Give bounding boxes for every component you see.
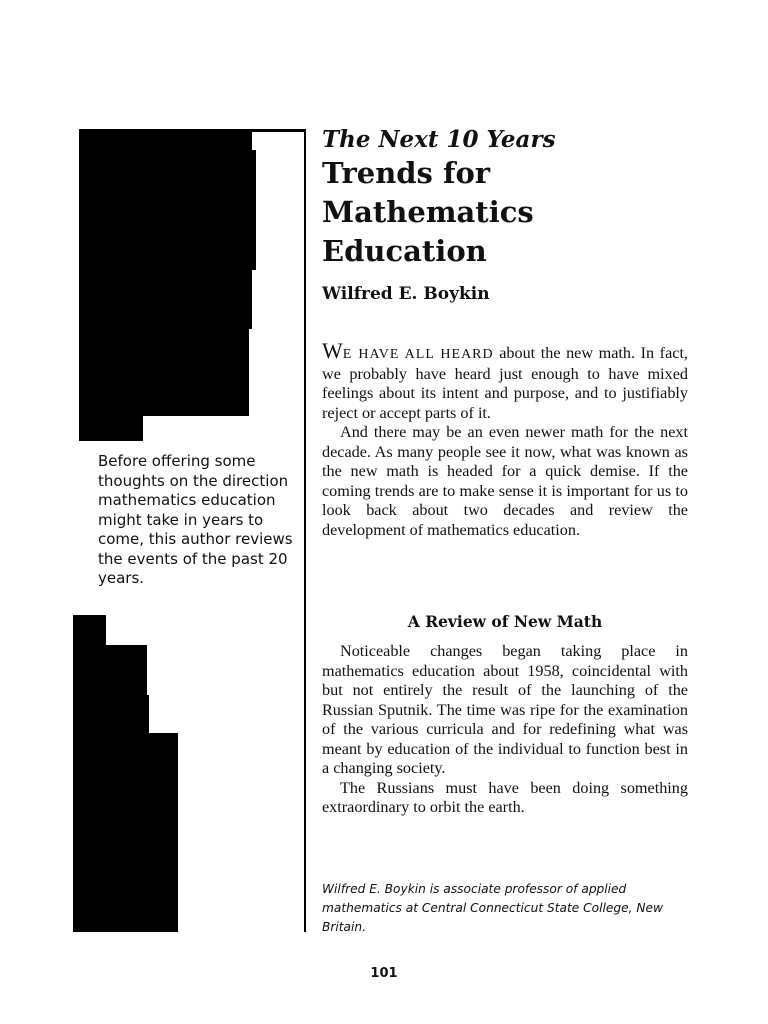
intro-lead-letter: W xyxy=(322,338,343,363)
intro-paragraph xyxy=(322,338,688,423)
article-author: Wilfred E. Boykin xyxy=(322,284,490,304)
author-footnote: Wilfred E. Boykin is associate professor of applied mathematics at Central Connecticut State College, New Britain. xyxy=(322,882,663,934)
column-divider xyxy=(304,129,306,932)
intro-rest: about the new math. In fact, we probably have heard just enough to have mixed feelings about its intent and purpose, and to justifiably reject or accept parts of it. xyxy=(322,344,688,422)
intro-small-caps: E HAVE ALL HEARD xyxy=(342,347,494,362)
body-column-lower xyxy=(322,642,688,818)
article-title: Trends for Mathematics Education xyxy=(322,156,534,268)
paragraph-3: Noticeable changes began taking place in mathematics education about 1958, coincidental with but not entirely the result of the launching of the Russian Sputnik. The time was ripe for the examination of the various curricula and for redefining what was meant by education of the individual to function best in a changing society. xyxy=(322,642,688,777)
pull-quote: Before offering some thoughts on the direction mathematics education might take in years to come, this author reviews the events of the past 20 years. xyxy=(98,452,293,587)
paragraph-2: And there may be an even newer math for the next decade. As many people see it now, what was known as the new math is headed for a quick demise. If the coming trends are to make sense it is important for us to look back about two decades and review the development of mathematics education. xyxy=(322,423,688,539)
article-kicker: The Next 10 Years xyxy=(322,126,556,153)
top-rule xyxy=(248,129,306,132)
section-heading: A Review of New Math xyxy=(407,612,603,631)
body-column-upper xyxy=(322,338,688,540)
paragraph-4: The Russians must have been doing something extraordinary to orbit the earth. xyxy=(322,778,688,816)
page-number: 101 xyxy=(370,966,398,981)
